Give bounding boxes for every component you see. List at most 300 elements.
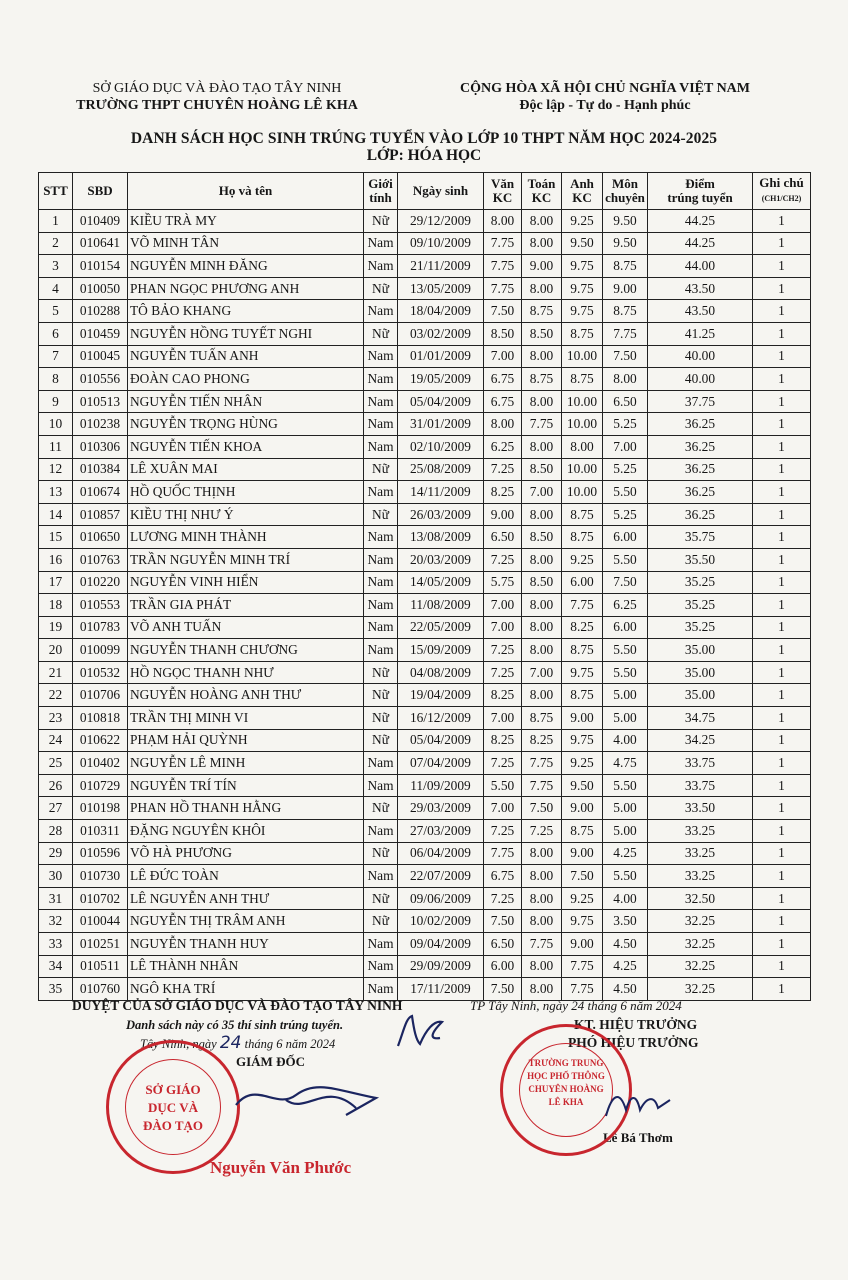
cell-name: HỒ QUỐC THỊNH (128, 481, 364, 504)
cell-anh: 9.00 (562, 933, 603, 956)
cell-van: 5.75 (484, 571, 522, 594)
cell-name: PHAN HỒ THANH HẰNG (128, 797, 364, 820)
cell-name: HỒ NGỌC THANH NHƯ (128, 661, 364, 684)
cell-gender: Nam (364, 571, 398, 594)
cell-note: 1 (753, 842, 811, 865)
cell-toan: 8.00 (522, 955, 562, 978)
cell-stt: 34 (39, 955, 73, 978)
cell-mon-chuyen: 7.00 (603, 435, 648, 458)
cell-sbd: 010044 (73, 910, 128, 933)
cell-van: 8.00 (484, 210, 522, 233)
cell-mon-chuyen: 4.00 (603, 729, 648, 752)
cell-gender: Nam (364, 594, 398, 617)
cell-name: NGUYỄN TRỌNG HÙNG (128, 413, 364, 436)
cell-anh: 10.00 (562, 345, 603, 368)
table-row (39, 526, 811, 549)
cell-diem: 35.25 (648, 594, 753, 617)
cell-toan: 7.75 (522, 752, 562, 775)
col-toan: Toán KC (522, 173, 562, 210)
cell-toan: 8.00 (522, 277, 562, 300)
cell-mon-chuyen: 6.25 (603, 594, 648, 617)
cell-diem: 40.00 (648, 368, 753, 391)
national-header (420, 80, 790, 114)
cell-sbd: 010783 (73, 616, 128, 639)
cell-gender: Nữ (364, 661, 398, 684)
cell-toan: 8.00 (522, 503, 562, 526)
cell-gender: Nam (364, 820, 398, 843)
cell-toan: 8.50 (522, 322, 562, 345)
cell-note: 1 (753, 390, 811, 413)
cell-gender: Nữ (364, 322, 398, 345)
cell-name: NGUYỄN THANH HUY (128, 933, 364, 956)
cell-diem: 36.25 (648, 435, 753, 458)
table-row (39, 413, 811, 436)
table-row (39, 345, 811, 368)
cell-gender: Nữ (364, 707, 398, 730)
cell-dob: 29/03/2009 (398, 797, 484, 820)
director-signature (226, 1060, 396, 1130)
cell-van: 7.00 (484, 616, 522, 639)
cell-stt: 14 (39, 503, 73, 526)
cell-anh: 10.00 (562, 390, 603, 413)
cell-mon-chuyen: 5.00 (603, 707, 648, 730)
cell-sbd: 010818 (73, 707, 128, 730)
cell-anh: 10.00 (562, 481, 603, 504)
cell-stt: 30 (39, 865, 73, 888)
cell-mon-chuyen: 4.25 (603, 955, 648, 978)
cell-diem: 36.25 (648, 413, 753, 436)
school-name: TRƯỜNG THPT CHUYÊN HOÀNG LÊ KHA (76, 98, 358, 113)
cell-note: 1 (753, 661, 811, 684)
cell-anh: 8.75 (562, 368, 603, 391)
cell-note: 1 (753, 458, 811, 481)
cell-gender: Nữ (364, 842, 398, 865)
cell-note: 1 (753, 210, 811, 233)
cell-diem: 43.50 (648, 277, 753, 300)
cell-mon-chuyen: 7.75 (603, 322, 648, 345)
table-row (39, 390, 811, 413)
cell-toan: 8.50 (522, 571, 562, 594)
cell-stt: 4 (39, 277, 73, 300)
cell-mon-chuyen: 8.75 (603, 300, 648, 323)
cell-anh: 10.00 (562, 413, 603, 436)
cell-toan: 8.00 (522, 548, 562, 571)
issuer-header (52, 80, 382, 114)
cell-diem: 35.00 (648, 684, 753, 707)
col-van: Văn KC (484, 173, 522, 210)
cell-stt: 35 (39, 978, 73, 1001)
cell-dob: 05/04/2009 (398, 729, 484, 752)
cell-anh: 9.25 (562, 210, 603, 233)
cell-diem: 32.25 (648, 933, 753, 956)
cell-note: 1 (753, 413, 811, 436)
vice-principal-role: PHÓ HIỆU TRƯỞNG (568, 1035, 699, 1050)
cell-diem: 35.25 (648, 571, 753, 594)
cell-diem: 44.25 (648, 210, 753, 233)
cell-anh: 7.75 (562, 955, 603, 978)
table-row (39, 707, 811, 730)
cell-stt: 12 (39, 458, 73, 481)
cell-toan: 8.00 (522, 910, 562, 933)
cell-sbd: 010760 (73, 978, 128, 1001)
cell-anh: 8.75 (562, 820, 603, 843)
cell-mon-chuyen: 5.00 (603, 684, 648, 707)
cell-anh: 8.75 (562, 503, 603, 526)
cell-anh: 9.50 (562, 232, 603, 255)
cell-toan: 7.25 (522, 820, 562, 843)
col-mon-chuyen: Môn chuyên (603, 173, 648, 210)
cell-note: 1 (753, 752, 811, 775)
table-row (39, 210, 811, 233)
cell-gender: Nam (364, 752, 398, 775)
country-name: CỘNG HÒA XÃ HỘI CHỦ NGHĨA VIỆT NAM (459, 81, 750, 96)
cell-anh: 6.00 (562, 571, 603, 594)
cell-note: 1 (753, 571, 811, 594)
cell-name: TRẦN GIA PHÁT (128, 594, 364, 617)
cell-sbd: 010220 (73, 571, 128, 594)
cell-gender: Nam (364, 255, 398, 278)
cell-diem: 35.75 (648, 526, 753, 549)
cell-name: NGUYỄN THỊ TRÂM ANH (128, 910, 364, 933)
cell-gender: Nam (364, 639, 398, 662)
cell-diem: 36.25 (648, 481, 753, 504)
cell-anh: 8.75 (562, 684, 603, 707)
cell-name: LÊ XUÂN MAI (128, 458, 364, 481)
cell-mon-chuyen: 5.25 (603, 503, 648, 526)
cell-toan: 8.00 (522, 345, 562, 368)
cell-anh: 7.75 (562, 594, 603, 617)
approval-heading: DUYỆT CỦA SỞ GIÁO DỤC VÀ ĐÀO TẠO TÂY NINH (72, 998, 403, 1013)
cell-toan: 8.00 (522, 978, 562, 1001)
cell-anh: 9.25 (562, 887, 603, 910)
table-row (39, 729, 811, 752)
cell-stt: 10 (39, 413, 73, 436)
cell-mon-chuyen: 4.75 (603, 752, 648, 775)
cell-name: ĐẶNG NGUYÊN KHÔI (128, 820, 364, 843)
cell-gender: Nam (364, 481, 398, 504)
table-row (39, 842, 811, 865)
cell-name: TRẦN THỊ MINH VI (128, 707, 364, 730)
cell-anh: 7.75 (562, 978, 603, 1001)
cell-diem: 32.50 (648, 887, 753, 910)
cell-mon-chuyen: 4.50 (603, 933, 648, 956)
cell-name: NGUYỄN HOÀNG ANH THƯ (128, 684, 364, 707)
cell-stt: 25 (39, 752, 73, 775)
cell-stt: 2 (39, 232, 73, 255)
cell-name: LƯƠNG MINH THÀNH (128, 526, 364, 549)
cell-note: 1 (753, 639, 811, 662)
cell-diem: 35.25 (648, 616, 753, 639)
cell-note: 1 (753, 616, 811, 639)
cell-sbd: 010622 (73, 729, 128, 752)
cell-dob: 29/12/2009 (398, 210, 484, 233)
cell-note: 1 (753, 300, 811, 323)
cell-name: KIỀU TRÀ MY (128, 210, 364, 233)
cell-toan: 8.00 (522, 639, 562, 662)
cell-diem: 33.25 (648, 865, 753, 888)
cell-dob: 10/02/2009 (398, 910, 484, 933)
cell-sbd: 010596 (73, 842, 128, 865)
cell-gender: Nữ (364, 503, 398, 526)
cell-anh: 9.75 (562, 729, 603, 752)
cell-stt: 23 (39, 707, 73, 730)
cell-note: 1 (753, 368, 811, 391)
cell-name: NGUYỄN TIẾN KHOA (128, 435, 364, 458)
cell-name: NGUYỄN VINH HIỂN (128, 571, 364, 594)
cell-note: 1 (753, 503, 811, 526)
cell-dob: 21/11/2009 (398, 255, 484, 278)
cell-mon-chuyen: 7.50 (603, 571, 648, 594)
cell-gender: Nam (364, 526, 398, 549)
table-row (39, 322, 811, 345)
cell-mon-chuyen: 5.50 (603, 661, 648, 684)
department-stamp-text: SỞ GIÁO DỤC VÀ ĐÀO TẠO (142, 1082, 204, 1133)
table-row (39, 548, 811, 571)
cell-note: 1 (753, 910, 811, 933)
cell-van: 7.75 (484, 277, 522, 300)
vice-principal-name: Lê Bá Thơm (603, 1130, 673, 1145)
cell-van: 8.25 (484, 729, 522, 752)
cell-stt: 7 (39, 345, 73, 368)
cell-dob: 11/09/2009 (398, 774, 484, 797)
department-name: SỞ GIÁO DỤC VÀ ĐÀO TẠO TÂY NINH (92, 81, 342, 96)
cell-sbd: 010641 (73, 232, 128, 255)
cell-toan: 7.00 (522, 661, 562, 684)
table-row (39, 684, 811, 707)
cell-dob: 14/05/2009 (398, 571, 484, 594)
cell-name: PHAN NGỌC PHƯƠNG ANH (128, 277, 364, 300)
cell-diem: 33.75 (648, 774, 753, 797)
table-row (39, 910, 811, 933)
cell-toan: 8.00 (522, 865, 562, 888)
cell-sbd: 010251 (73, 933, 128, 956)
cell-toan: 8.75 (522, 300, 562, 323)
cell-van: 7.25 (484, 458, 522, 481)
cell-gender: Nữ (364, 729, 398, 752)
cell-van: 7.25 (484, 639, 522, 662)
cell-van: 8.00 (484, 413, 522, 436)
school-date: TP Tây Ninh, ngày 24 tháng 6 năm 2024 (470, 998, 682, 1013)
cell-gender: Nam (364, 933, 398, 956)
cell-toan: 8.00 (522, 616, 562, 639)
cell-anh: 9.75 (562, 300, 603, 323)
cell-note: 1 (753, 322, 811, 345)
cell-van: 7.00 (484, 707, 522, 730)
table-row (39, 661, 811, 684)
cell-sbd: 010729 (73, 774, 128, 797)
cell-sbd: 010311 (73, 820, 128, 843)
cell-dob: 26/03/2009 (398, 503, 484, 526)
cell-dob: 19/04/2009 (398, 684, 484, 707)
cell-toan: 8.25 (522, 729, 562, 752)
cell-name: LÊ THÀNH NHÂN (128, 955, 364, 978)
cell-stt: 18 (39, 594, 73, 617)
count-note: Danh sách này có 35 thí sinh trúng tuyển. (126, 1018, 344, 1032)
col-note: Ghi chú (CH1/CH2) (753, 173, 811, 210)
cell-van: 6.75 (484, 368, 522, 391)
cell-anh: 9.75 (562, 277, 603, 300)
cell-anh: 9.50 (562, 774, 603, 797)
cell-van: 8.50 (484, 322, 522, 345)
cell-van: 7.00 (484, 594, 522, 617)
cell-diem: 33.25 (648, 820, 753, 843)
cell-dob: 02/10/2009 (398, 435, 484, 458)
cell-sbd: 010306 (73, 435, 128, 458)
cell-name: KIỀU THỊ NHƯ Ý (128, 503, 364, 526)
cell-mon-chuyen: 6.00 (603, 616, 648, 639)
cell-mon-chuyen: 5.50 (603, 639, 648, 662)
cell-van: 7.50 (484, 300, 522, 323)
cell-anh: 8.75 (562, 526, 603, 549)
table-row (39, 797, 811, 820)
cell-stt: 21 (39, 661, 73, 684)
cell-sbd: 010553 (73, 594, 128, 617)
cell-name: NGUYỄN HỒNG TUYẾT NGHI (128, 322, 364, 345)
cell-stt: 3 (39, 255, 73, 278)
cell-gender: Nam (364, 774, 398, 797)
cell-stt: 6 (39, 322, 73, 345)
cell-diem: 34.25 (648, 729, 753, 752)
cell-stt: 32 (39, 910, 73, 933)
cell-note: 1 (753, 978, 811, 1001)
principal-role: KT. HIỆU TRƯỞNG (574, 1017, 698, 1032)
table-row (39, 978, 811, 1001)
vice-principal-signature (600, 1080, 680, 1130)
cell-note: 1 (753, 865, 811, 888)
table-row (39, 820, 811, 843)
cell-van: 7.25 (484, 661, 522, 684)
cell-sbd: 010702 (73, 887, 128, 910)
col-anh: Anh KC (562, 173, 603, 210)
cell-diem: 44.00 (648, 255, 753, 278)
cell-diem: 43.50 (648, 300, 753, 323)
cell-sbd: 010050 (73, 277, 128, 300)
cell-name: ĐOÀN CAO PHONG (128, 368, 364, 391)
cell-anh: 9.00 (562, 707, 603, 730)
cell-anh: 9.00 (562, 842, 603, 865)
cell-gender: Nữ (364, 797, 398, 820)
cell-sbd: 010154 (73, 255, 128, 278)
cell-name: NGUYỄN THANH CHƯƠNG (128, 639, 364, 662)
cell-stt: 17 (39, 571, 73, 594)
cell-gender: Nữ (364, 684, 398, 707)
cell-van: 7.25 (484, 887, 522, 910)
cell-diem: 35.00 (648, 661, 753, 684)
cell-sbd: 010532 (73, 661, 128, 684)
cell-toan: 8.75 (522, 707, 562, 730)
cell-anh: 7.50 (562, 865, 603, 888)
cell-toan: 7.50 (522, 797, 562, 820)
cell-sbd: 010511 (73, 955, 128, 978)
table-row (39, 887, 811, 910)
cell-dob: 25/08/2009 (398, 458, 484, 481)
col-name: Họ và tên (128, 173, 364, 210)
cell-mon-chuyen: 3.50 (603, 910, 648, 933)
cell-anh: 10.00 (562, 458, 603, 481)
cell-toan: 8.00 (522, 684, 562, 707)
cell-dob: 16/12/2009 (398, 707, 484, 730)
col-dob: Ngày sinh (398, 173, 484, 210)
cell-note: 1 (753, 526, 811, 549)
cell-gender: Nữ (364, 910, 398, 933)
cell-diem: 40.00 (648, 345, 753, 368)
cell-toan: 8.00 (522, 390, 562, 413)
table-row (39, 232, 811, 255)
table-header-row (39, 173, 811, 210)
cell-sbd: 010857 (73, 503, 128, 526)
cell-anh: 9.75 (562, 255, 603, 278)
cell-diem: 35.00 (648, 639, 753, 662)
cell-name: NGUYỄN TUẤN ANH (128, 345, 364, 368)
cell-note: 1 (753, 729, 811, 752)
cell-toan: 8.50 (522, 526, 562, 549)
cell-mon-chuyen: 5.00 (603, 797, 648, 820)
cell-van: 7.25 (484, 752, 522, 775)
cell-sbd: 010556 (73, 368, 128, 391)
cell-diem: 32.25 (648, 955, 753, 978)
cell-name: PHẠM HẢI QUỲNH (128, 729, 364, 752)
cell-toan: 8.50 (522, 458, 562, 481)
cell-stt: 1 (39, 210, 73, 233)
cell-van: 6.50 (484, 933, 522, 956)
cell-sbd: 010409 (73, 210, 128, 233)
cell-sbd: 010045 (73, 345, 128, 368)
cell-toan: 8.00 (522, 210, 562, 233)
cell-note: 1 (753, 255, 811, 278)
cell-stt: 13 (39, 481, 73, 504)
school-stamp-text: TRƯỜNG TRUNG HỌC PHỔ THÔNG CHUYÊN HOÀNG LÊ KHA (527, 1058, 605, 1107)
cell-mon-chuyen: 8.75 (603, 255, 648, 278)
cell-stt: 22 (39, 684, 73, 707)
cell-stt: 26 (39, 774, 73, 797)
cell-name: NGUYỄN MINH ĐĂNG (128, 255, 364, 278)
admission-table (38, 172, 811, 1001)
cell-gender: Nam (364, 955, 398, 978)
cell-anh: 8.75 (562, 639, 603, 662)
cell-stt: 20 (39, 639, 73, 662)
cell-dob: 09/06/2009 (398, 887, 484, 910)
cell-diem: 37.75 (648, 390, 753, 413)
cell-diem: 35.50 (648, 548, 753, 571)
cell-van: 8.25 (484, 684, 522, 707)
cell-note: 1 (753, 277, 811, 300)
cell-van: 7.75 (484, 255, 522, 278)
cell-mon-chuyen: 5.25 (603, 413, 648, 436)
cell-name: LÊ NGUYỄN ANH THƯ (128, 887, 364, 910)
cell-gender: Nam (364, 368, 398, 391)
cell-gender: Nữ (364, 458, 398, 481)
cell-sbd: 010402 (73, 752, 128, 775)
cell-van: 7.00 (484, 797, 522, 820)
col-diem: Điểm trúng tuyển (648, 173, 753, 210)
cell-anh: 8.75 (562, 322, 603, 345)
cell-toan: 7.75 (522, 933, 562, 956)
cell-gender: Nữ (364, 887, 398, 910)
cell-stt: 19 (39, 616, 73, 639)
cell-stt: 29 (39, 842, 73, 865)
cell-diem: 33.75 (648, 752, 753, 775)
cell-van: 7.50 (484, 910, 522, 933)
cell-dob: 05/04/2009 (398, 390, 484, 413)
cell-dob: 27/03/2009 (398, 820, 484, 843)
cell-diem: 32.25 (648, 978, 753, 1001)
cell-mon-chuyen: 5.50 (603, 865, 648, 888)
table-row (39, 300, 811, 323)
cell-diem: 32.25 (648, 910, 753, 933)
cell-mon-chuyen: 8.00 (603, 368, 648, 391)
cell-gender: Nam (364, 865, 398, 888)
cell-dob: 19/05/2009 (398, 368, 484, 391)
